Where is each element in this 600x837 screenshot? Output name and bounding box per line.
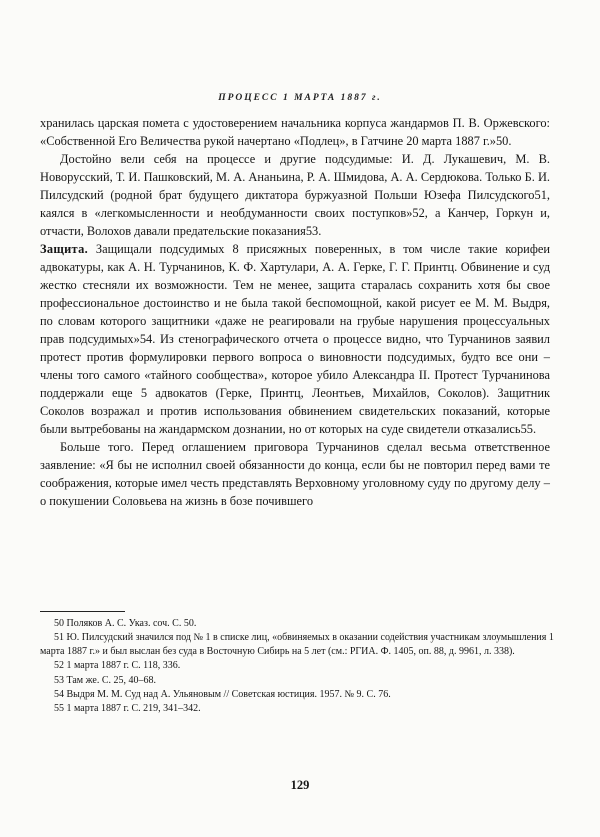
footnote-52: 52 1 марта 1887 г. С. 118, 336. (54, 660, 181, 672)
footnote-51: 51 Ю. Пилсудский значился под № 1 в списке лиц, «обвиняемых в оказании содействия участникам злоумышления 1 марта 1887 г.» и был выслан без суда в Восточную Сибирь на 5 лет (см.: РГИА. Ф. 1405, оп. 88, д. 9961, л. 338). (40, 632, 554, 657)
paragraph-3 (40, 240, 550, 438)
footnote-divider (40, 611, 125, 612)
footnote-55: 55 1 марта 1887 г. С. 219, 341–342. (54, 703, 201, 715)
paragraph-1: хранилась царская помета с удостоверением начальника корпуса жандармов П. В. Оржевского: «Собственной Его Величества рукой начертано «Подлец», в Гатчине 20 марта 1887 г.»50. (40, 116, 550, 148)
footnote-54: 54 Выдря М. М. Суд над А. Ульяновым // Советская юстиция. 1957. № 9. С. 76. (54, 689, 391, 701)
footnote-50: 50 Поляков А. С. Указ. соч. С. 50. (54, 618, 197, 629)
footnotes (40, 617, 556, 717)
running-head: ПРОЦЕСС 1 МАРТА 1887 г. (218, 93, 382, 103)
main-text (40, 114, 550, 510)
paragraph-3-text: Защищали подсудимых 8 присяжных поверенных, в том числе такие корифеи адвокатуры, как А. Н. Турчанинов, К. Ф. Хартулари, А. А. Герке, Г. Г. Принтц. Обвинение и суд жестко стесняли их возможности. Тем не менее, защита старалась сохранить хотя бы свое профессиональное достоинство и не была такой беспомощной, какой рисует ее М. М. Выдря, по словам которого защитники «даже не реагировали на грубые нарушения процессуальных прав подсудимых»54. Из стенографического отчета о процессе видно, что Турчанинов заявил протест против формулировки первого вопроса о виновности подсудимых, будто все они – члены того самого «тайного сообщества», которое убило Александра II. Протест Турчанинова поддержали еще 5 адвокатов (Герке, Принтц, Леонтьев, Михайлов, Соколов). Защитник Соколов возражал и против использования обвинением свидетельских показаний, которые были вытребованы на жандармском дознании, но от которых на суде свидетели отказались55. (40, 242, 550, 436)
page-number: 129 (290, 778, 310, 792)
paragraph-2: Достойно вели себя на процессе и другие подсудимые: И. Д. Лукашевич, М. В. Новорусский, Т. И. Пашковский, М. А. Ананьина, Р. А. Шмидова, А. А. Сердюкова. Только Б. И. Пилсудский (родной брат будущего диктатора буржуазной Польши Юзефа Пилсудского51, каялся в «легкомысленности и необдуманности своих поступков»52, а Канчер, Горкун и, отчасти, Волохов давали предательские показания53. (40, 152, 550, 238)
paragraph-4: Больше того. Перед оглашением приговора Турчанинов сделал весьма ответственное заявление: «Я бы не исполнил своей обязанности до конца, если бы не повторил перед вами те соображения, которые имел честь представлять Верховному уголовному суду по другому делу – о покушении Соловьева на жизнь в бозе почившего (40, 440, 550, 508)
section-heading: Защита. (40, 242, 88, 256)
footnote-53: 53 Там же. С. 25, 40–68. (54, 674, 157, 686)
